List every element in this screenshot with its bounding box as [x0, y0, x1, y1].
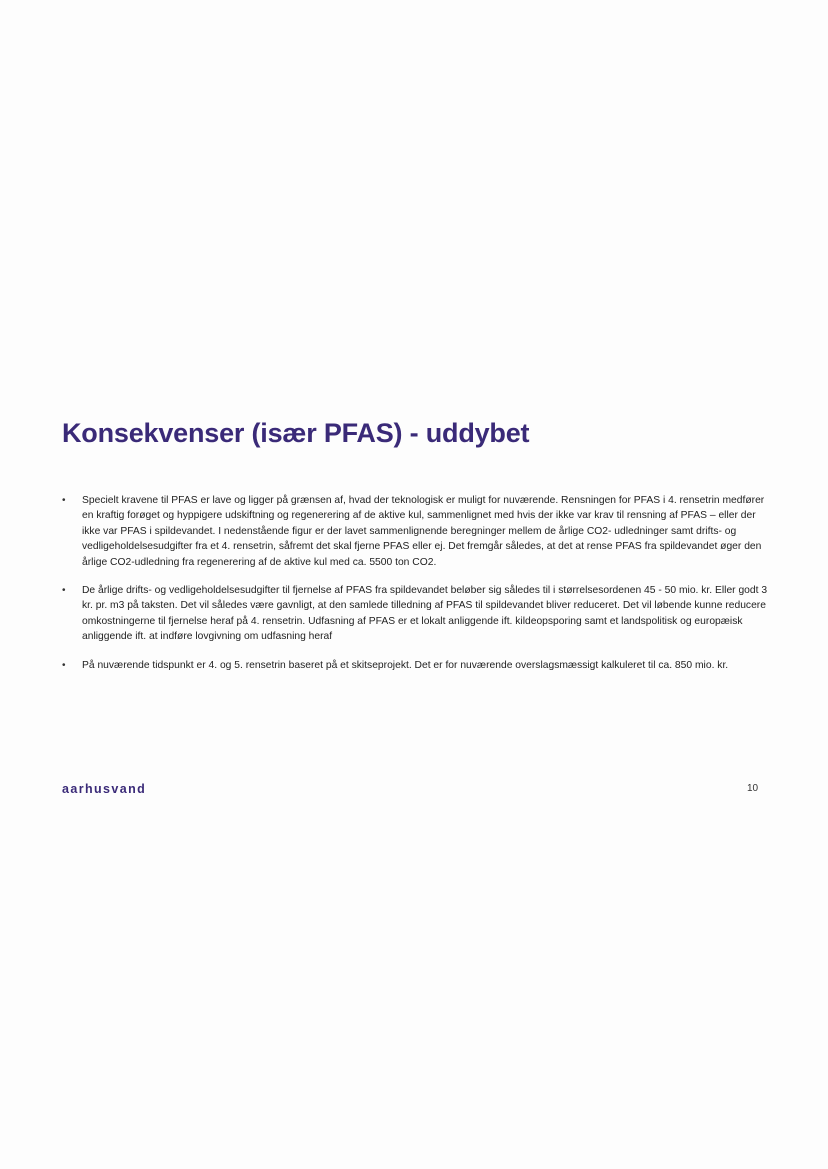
- page-title: Konsekvenser (især PFAS) - uddybet: [62, 418, 530, 448]
- bullet-item: [62, 658, 770, 673]
- bullet-marker: •: [62, 585, 66, 597]
- bullet-text: Specielt kravene til PFAS er lave og ligger på grænsen af, hvad der teknologisk er muligt for nuværende. Rensningen for PFAS i 4. rensetrin medfører en kraftig forøget og hyppigere udskiftning og regenerering af de aktive kul, sammenlignet med hvis der ikke var krav til rensning af PFAS – eller der ikke var PFAS i spildevandet. I nedenstående figur er der lavet sammenlignende beregninger mellem de årlige CO2- udledninger samt drifts- og vedligeholdelsesudgifter fra et 4. rensetrin, såfremt det skal fjerne PFAS eller ej. Det fremgår således, at det at rense PFAS fra spildevandet øger den årlige CO2-udledning fra regenerering af de aktive kul med ca. 5500 ton CO2.: [82, 495, 765, 568]
- bullet-text: De årlige drifts- og vedligeholdelsesudgifter til fjernelse af PFAS fra spildevandet beløber sig således til i størrelsesordenen 45 - 50 mio. kr. Eller godt 3 kr. pr. m3 på taksten. Det vil således være gavnligt, at den samlede tilledning af PFAS til spildevandet bliver reduceret. Det vil løbende kunne reducere omkostningerne til fjernelse heraf på 4. rensetrin. Udfasning af PFAS er et lokalt anliggende ift. kildeopsporing samt et landspolitisk og europæisk anliggende ift. at indføre lovgivning om udfasning heraf: [82, 585, 768, 643]
- bullet-list: [62, 493, 770, 673]
- bullet-item: [62, 493, 770, 570]
- page-number: 10: [747, 783, 759, 794]
- bullet-marker: •: [62, 659, 66, 671]
- aarhusvand-logo: aarhusvand: [62, 782, 147, 796]
- bullet-item: [62, 583, 770, 645]
- bullet-marker: •: [62, 495, 66, 506]
- bullet-text: På nuværende tidspunkt er 4. og 5. rensetrin baseret på et skitseprojekt. Det er for nuværende overslagsmæssigt kalkuleret til ca. 850 mio. kr.: [82, 659, 729, 671]
